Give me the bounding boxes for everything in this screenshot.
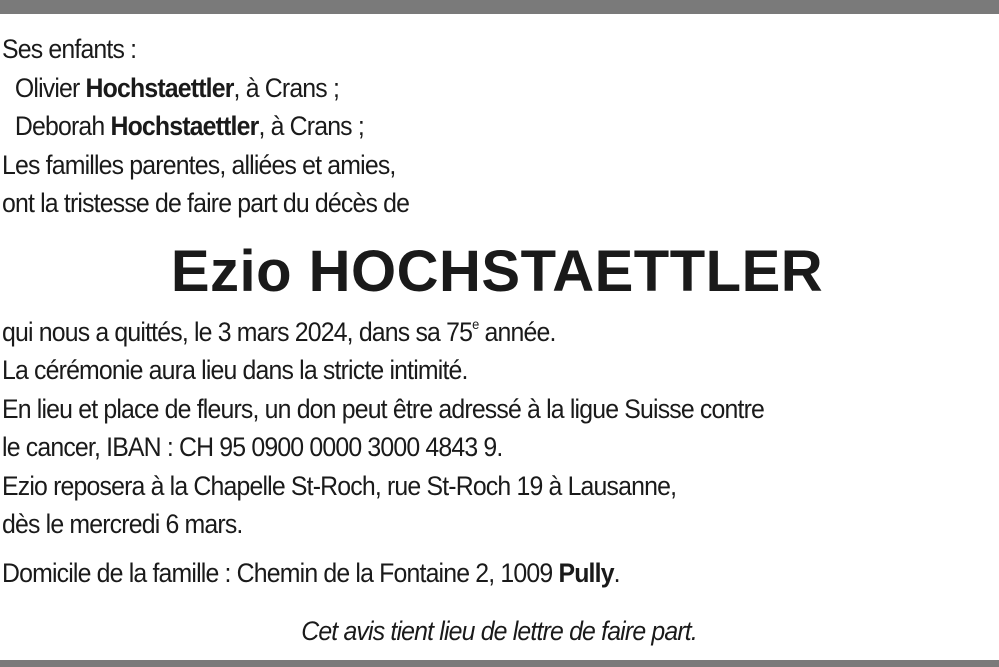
passing-text-end: année. bbox=[478, 316, 556, 347]
domicile-city: Pully bbox=[558, 557, 614, 588]
obituary-body bbox=[2, 30, 992, 592]
child-place: , à Crans ; bbox=[258, 111, 364, 141]
child-place: , à Crans ; bbox=[233, 72, 340, 103]
rest-line-2: dès le mercredi 6 mars. bbox=[2, 509, 243, 539]
children-intro: Ses enfants : bbox=[2, 34, 137, 64]
closing-note bbox=[0, 612, 999, 650]
domicile-suffix: . bbox=[613, 557, 620, 588]
rest-line-1: Ezio reposera à la Chapelle St-Roch, rue St-Roch 19 à Lausanne, bbox=[2, 470, 677, 501]
child-last-name: Hochstaettler bbox=[110, 111, 259, 141]
child-entry bbox=[2, 69, 913, 108]
donation-line-2: le cancer, IBAN : CH 95 0900 0000 3000 4843 9. bbox=[2, 432, 503, 462]
domicile-address: Domicile de la famille : Chemin de la Fontaine 2, 1009 bbox=[2, 557, 559, 588]
spacer bbox=[2, 544, 992, 554]
donation-line-1: En lieu et place de fleurs, un don peut être adressé à la ligue Suisse contre bbox=[2, 393, 765, 424]
child-first-name: Olivier bbox=[14, 72, 80, 103]
child-first-name: Deborah bbox=[14, 111, 105, 141]
child-last-name: Hochstaettler bbox=[85, 72, 234, 103]
passing-line bbox=[2, 313, 913, 352]
ceremony-line: La cérémonie aura lieu dans la stricte intimité. bbox=[2, 355, 468, 385]
child-entry bbox=[2, 107, 913, 146]
bottom-border-rule bbox=[0, 660, 999, 667]
announce-line: ont la tristesse de faire part du décès de bbox=[2, 188, 410, 218]
age-ordinal-suffix: e bbox=[472, 315, 479, 332]
top-border-rule bbox=[0, 0, 999, 14]
deceased-name: Ezio HOCHSTAETTLER bbox=[170, 238, 824, 304]
families-line: Les familles parentes, alliées et amies, bbox=[2, 149, 396, 180]
domicile-line bbox=[2, 554, 913, 593]
passing-text: qui nous a quittés, le 3 mars 2024, dans sa 75 bbox=[2, 316, 473, 347]
closing-note-text: Cet avis tient lieu de lettre de faire part. bbox=[301, 616, 698, 646]
